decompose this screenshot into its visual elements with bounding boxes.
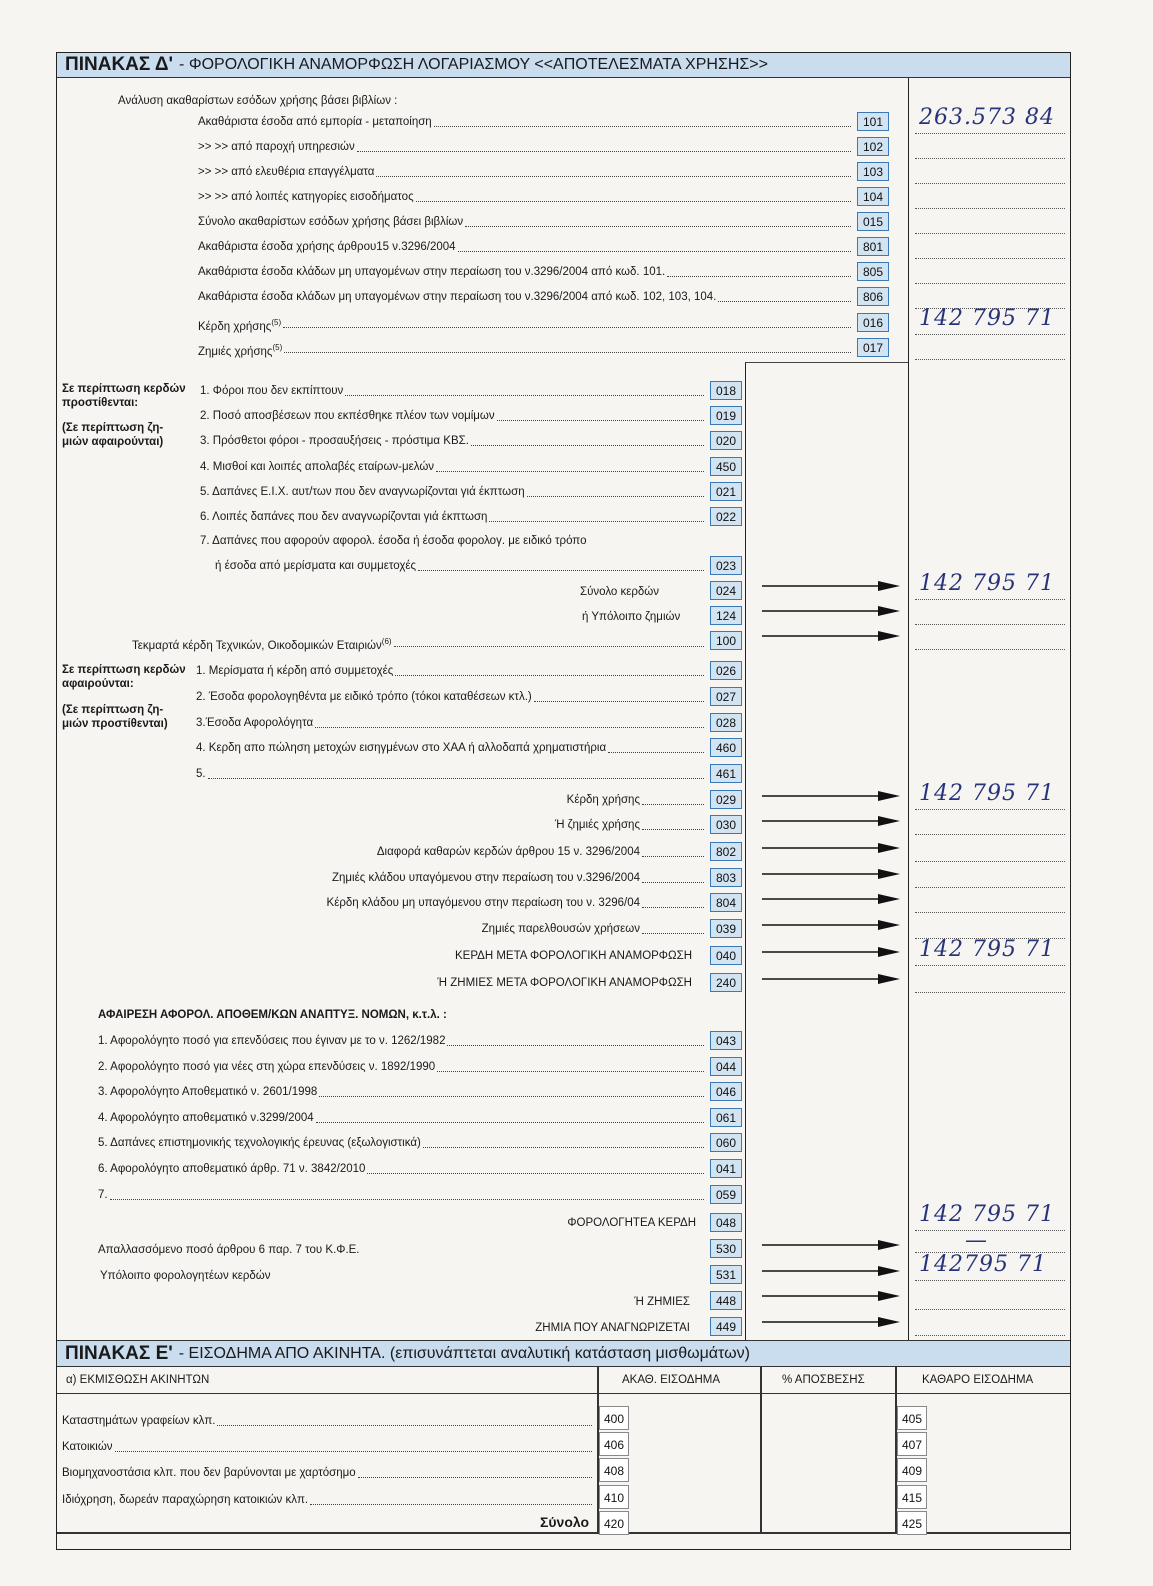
row-label: Ακαθάριστα έσοδα από εμπορία - μεταποίηση [198, 116, 432, 128]
row-label: Ακαθάριστα έσοδα κλάδων μη υπαγομένων στην περαίωση του ν.3296/2004 από κωδ. 101. [198, 266, 666, 278]
leader-dots [208, 778, 704, 779]
table-e-subtitle: - ΕΙΣΟΔΗΜΑ ΑΠΟ ΑΚΙΝΗΤΑ. (επισυνάπτεται αναλυτική κατάσταση μισθωμάτων) [178, 1344, 750, 1362]
leader-dots [115, 1451, 592, 1452]
leader-dots [416, 201, 851, 202]
arrow-right-icon [762, 630, 902, 642]
leader-dots [394, 646, 704, 647]
row-label: >> >> από ελευθέρια επαγγέλματα [198, 166, 375, 178]
row-label: 2. Αφορολόγητο ποσό για νέες στη χώρα επενδύσεις ν. 1892/1990 [98, 1061, 436, 1073]
leader-dots [434, 126, 851, 127]
row-label: Βιομηχανοστάσια κλπ. που δεν βαρύνονται με χαρτόσημο [62, 1467, 356, 1479]
row-label: ΚΕΡΔΗ ΜΕΤΑ ΦΟΡΟΛΟΓΙΚΗ ΑΝΑΜΟΡΦΩΣΗ [455, 950, 692, 962]
add-side-label: Σε περίπτωση κερδών προστίθενται: [62, 383, 186, 409]
table-e-col-gross: ΑΚΑΘ. ΕΙΣΟΔΗΜΑ [622, 1374, 721, 1386]
field-code-806[interactable]: 806 [857, 287, 889, 306]
sub-side-sub: (Σε περίπτωση ζη- μιών προστίθενται) [62, 704, 168, 730]
leader-dots [357, 151, 851, 152]
row-label: ή Υπόλοιπο ζημιών [582, 611, 681, 623]
value-underline [915, 912, 1065, 913]
value-underline [915, 1309, 1065, 1310]
value-underline [915, 965, 1065, 966]
value-underline [915, 258, 1065, 259]
value-underline [915, 834, 1065, 835]
field-code-400[interactable]: 400 [599, 1406, 629, 1430]
field-code-425[interactable]: 425 [897, 1511, 927, 1535]
sub-side-label: Σε περίπτωση κερδών αφαιρούνται: [62, 664, 186, 690]
arrow-right-icon [762, 605, 902, 617]
row-label: Ακαθάριστα έσοδα χρήσης άρθρου15 ν.3296/2004 [198, 241, 456, 253]
leader-dots [423, 1147, 704, 1148]
field-code-405[interactable]: 405 [897, 1406, 927, 1430]
field-code-406[interactable]: 406 [599, 1432, 629, 1456]
row-label: Υπόλοιπο φορολογητέων κερδών [100, 1270, 271, 1282]
field-code-021[interactable]: 021 [710, 482, 742, 501]
leader-dots [319, 1096, 704, 1097]
leader-dots [447, 1045, 704, 1046]
field-code-530[interactable]: 530 [710, 1239, 742, 1258]
table-e-col-label: α) ΕΚΜΙΣΘΩΣΗ ΑΚΙΝΗΤΩΝ [66, 1374, 210, 1386]
field-code-449[interactable]: 449 [710, 1317, 742, 1336]
field-code-408[interactable]: 408 [599, 1458, 629, 1482]
footnote-marker: (5) [271, 318, 282, 327]
leader-dots [718, 301, 851, 302]
row-label: Τεκμαρτά κέρδη Τεχνικών, Οικοδομικών Εταιριών$^{(6)}$ [132, 637, 392, 652]
row-label: Απαλλασσόμενο ποσό άρθρου 6 παρ. 7 του Κ.Φ.Ε. [98, 1244, 360, 1256]
value-underline [915, 359, 1065, 360]
row-label: 5. [196, 768, 206, 780]
row-label: ή έσοδα από μερίσματα και συμμετοχές [215, 560, 417, 572]
row-label: >> >> από λοιπές κατηγορίες εισοδήματος [198, 191, 414, 203]
footnote-marker: (6) [381, 637, 392, 646]
field-code-044[interactable]: 044 [710, 1057, 742, 1076]
value-underline [915, 208, 1065, 209]
value-underline [915, 649, 1065, 650]
row-label: 2. Ποσό αποσβέσεων που εκπέσθηκε πλέον των νομίμων [200, 410, 495, 422]
row-label: Κέρδη κλάδου μη υπαγόμενου στην περαίωση του ν. 3296/04 [326, 897, 640, 909]
handwritten-value: 142 795 71 [919, 781, 1055, 806]
field-code-022[interactable]: 022 [710, 507, 742, 526]
leader-dots [437, 1071, 704, 1072]
leader-dots [642, 856, 704, 857]
table-e-col-2 [760, 1367, 762, 1532]
arrow-right-icon [762, 815, 902, 827]
row-label: Ή ΖΗΜΙΕΣ [634, 1296, 690, 1308]
leader-dots [310, 1504, 592, 1505]
table-e-header [57, 1340, 1070, 1367]
field-code-801[interactable]: 801 [857, 237, 889, 256]
leader-dots [458, 251, 851, 252]
field-code-124[interactable]: 124 [710, 606, 742, 625]
field-code-103[interactable]: 103 [857, 162, 889, 181]
value-underline [915, 861, 1065, 862]
value-underline [915, 158, 1065, 159]
field-code-027[interactable]: 027 [710, 687, 742, 706]
field-code-020[interactable]: 020 [710, 431, 742, 450]
field-code-048[interactable]: 048 [710, 1213, 742, 1232]
deduct-header: ΑΦΑΙΡΕΣΗ ΑΦΟΡΟΛ. ΑΠΟΘΕΜ/ΚΩΝ ΑΝΑΠΤΥΞ. ΝΟΜΩΝ, κ.τ.λ. : [98, 1009, 447, 1021]
row-label: 1. Φόροι που δεν εκπίπτουν [200, 385, 344, 397]
field-code-104[interactable]: 104 [857, 187, 889, 206]
add-side-sub: (Σε περίπτωση ζη- μιών αφαιρούνται) [62, 422, 164, 448]
handwritten-dash: — [965, 1228, 988, 1253]
row-label: Σύνολο κερδών [580, 586, 660, 598]
field-code-060[interactable]: 060 [710, 1133, 742, 1152]
field-code-407[interactable]: 407 [897, 1432, 927, 1456]
row-label: 6. Αφορολόγητο αποθεματικό άρθρ. 71 ν. 3842/2010 [98, 1163, 366, 1175]
leader-dots [642, 829, 704, 830]
field-code-039[interactable]: 039 [710, 919, 742, 938]
row-label: 5. Δαπάνες επιστημονικής τεχνολογικής έρευνας (εξωλογιστικά) [98, 1137, 421, 1149]
value-underline [915, 809, 1065, 810]
field-code-030[interactable]: 030 [710, 815, 742, 834]
leader-dots [642, 907, 704, 908]
table-d-title: ΠΙΝΑΚΑΣ Δ' [65, 54, 174, 75]
value-underline [915, 334, 1065, 335]
field-code-102[interactable]: 102 [857, 137, 889, 156]
field-code-040[interactable]: 040 [710, 946, 742, 965]
leader-dots [395, 675, 704, 676]
field-code-015[interactable]: 015 [857, 212, 889, 231]
row-label: 1. Αφορολόγητο ποσό για επενδύσεις που έγιναν με το ν. 1262/1982 [98, 1035, 446, 1047]
row-label: Κατοικιών [62, 1441, 113, 1453]
field-code-460[interactable]: 460 [710, 738, 742, 757]
row-label: Ζημιές παρελθουσών χρήσεων [481, 923, 640, 935]
field-code-240[interactable]: 240 [710, 973, 742, 992]
handwritten-value: 142 795 71 [919, 1202, 1055, 1227]
value-underline [915, 887, 1065, 888]
arrow-right-icon [762, 1265, 902, 1277]
leader-dots [667, 276, 851, 277]
analysis-header: Ανάλυση ακαθαρίστων εσόδων χρήσης βάσει βιβλίων : [118, 95, 398, 107]
field-code-420[interactable]: 420 [599, 1511, 629, 1535]
arrow-right-icon [762, 919, 902, 931]
arrow-right-icon [762, 790, 902, 802]
value-underline [915, 183, 1065, 184]
field-code-803[interactable]: 803 [710, 868, 742, 887]
leader-dots [642, 933, 704, 934]
field-code-415[interactable]: 415 [897, 1485, 927, 1509]
field-code-448[interactable]: 448 [710, 1291, 742, 1310]
leader-dots [642, 804, 704, 805]
handwritten-value: 142 795 71 [919, 937, 1055, 962]
row-label: 4. Μισθοί και λοιπές απολαβές εταίρων-μελών [200, 461, 435, 473]
row-label: 3. Αφορολόγητο Αποθεματικό ν. 2601/1998 [98, 1086, 318, 1098]
field-code-461[interactable]: 461 [710, 764, 742, 783]
footnote-marker: (5) [272, 343, 283, 352]
row-label: Ζημιές χρήσης$^{(5)}$ [198, 343, 283, 358]
value-underline [915, 624, 1065, 625]
value-underline [915, 1335, 1065, 1336]
leader-dots [527, 496, 704, 497]
field-code-016[interactable]: 016 [857, 313, 889, 332]
table-d-header [57, 53, 1070, 78]
value-underline [915, 233, 1065, 234]
arrow-right-icon [762, 946, 902, 958]
row-label: 6. Λοιπές δαπάνες που δεν αναγνωρίζονται γιά έκπτωση [200, 511, 488, 523]
row-label: Διαφορά καθαρών κερδών άρθρου 15 ν. 3296/2004 [376, 846, 640, 858]
table-e-total-label: Σύνολο [540, 1514, 590, 1530]
value-underline [915, 1230, 1065, 1231]
field-code-028[interactable]: 028 [710, 713, 742, 732]
field-code-409[interactable]: 409 [897, 1458, 927, 1482]
row-label: 2. Έσοδα φορολογηθέντα με ειδικό τρόπο (τόκοι καταθέσεων κτλ.) [196, 691, 532, 703]
middle-column-top [745, 362, 908, 363]
row-label: 3. Πρόσθετοι φόροι - προσαυξήσεις - πρόστιμα ΚΒΣ. [200, 435, 469, 447]
field-code-029[interactable]: 029 [710, 790, 742, 809]
field-code-041[interactable]: 041 [710, 1159, 742, 1178]
field-code-061[interactable]: 061 [710, 1108, 742, 1127]
arrow-right-icon [762, 1239, 902, 1251]
row-label: Καταστημάτων γραφείων κλπ. [62, 1415, 216, 1427]
table-d-subtitle: - ΦΟΡΟΛΟΓΙΚΗ ΑΝΑΜΟΡΦΩΣΗ ΛΟΓΑΡΙΑΣΜΟΥ <<ΑΠΟΤΕΛΕΣΜΑΤΑ ΧΡΗΣΗΣ>> [179, 56, 768, 73]
table-e-col-pct: % ΑΠΟΣΒΕΣΗΣ [782, 1374, 865, 1386]
value-underline [915, 1280, 1065, 1281]
row-label: >> >> από παροχή υπηρεσιών [198, 141, 355, 153]
leader-dots [217, 1425, 592, 1426]
field-code-018[interactable]: 018 [710, 381, 742, 400]
leader-dots [418, 570, 704, 571]
field-code-023[interactable]: 023 [710, 556, 742, 575]
table-e-row-divider [57, 1393, 1070, 1394]
row-label: 1. Μερίσματα ή κέρδη από συμμετοχές [196, 665, 394, 677]
row-label: Κέρδη χρήσης$^{(5)}$ [198, 318, 282, 333]
table-e-title: ΠΙΝΑΚΑΣ Ε' [65, 1342, 173, 1364]
field-code-100[interactable]: 100 [710, 631, 742, 650]
arrow-right-icon [762, 868, 902, 880]
handwritten-value: 142 795 71 [919, 306, 1055, 331]
row-label: ΦΟΡΟΛΟΓΗΤΕΑ ΚΕΡΔΗ [567, 1217, 696, 1229]
leader-dots [367, 1173, 704, 1174]
field-code-450[interactable]: 450 [710, 457, 742, 476]
field-code-805[interactable]: 805 [857, 262, 889, 281]
leader-dots [534, 701, 704, 702]
field-code-026[interactable]: 026 [710, 661, 742, 680]
leader-dots [376, 176, 851, 177]
field-code-043[interactable]: 043 [710, 1031, 742, 1050]
row-label: Ακαθάριστα έσοδα κλάδων μη υπαγομένων στην περαίωση του ν.3296/2004 από κωδ. 102, 103, 104. [198, 291, 717, 303]
field-code-410[interactable]: 410 [599, 1485, 629, 1509]
field-code-101[interactable]: 101 [857, 112, 889, 131]
field-code-017[interactable]: 017 [857, 338, 889, 357]
leader-dots [316, 1122, 704, 1123]
row-label: Σύνολο ακαθαρίστων εσόδων χρήσης βάσει βιβλίων [198, 216, 464, 228]
row-label: 4. Κερδη απο πώληση μετοχών εισηγμένων στο ΧΑΑ ή αλλοδαπά χρηματιστήρια [196, 742, 607, 754]
leader-dots [465, 226, 851, 227]
row-label: 7. [98, 1189, 108, 1201]
table-e-col-net: ΚΑΘΑΡΟ ΕΙΣΟΔΗΜΑ [922, 1374, 1034, 1386]
row-label: Ζημιές κλάδου υπαγόμενου στην περαίωση του ν.3296/2004 [332, 872, 640, 884]
row-label: 5. Δαπάνες Ε.Ι.Χ. αυτ/των που δεν αναγνωρίζονται γιά έκπτωση [200, 486, 525, 498]
field-code-019[interactable]: 019 [710, 406, 742, 425]
middle-column-border [745, 362, 746, 1340]
leader-dots [315, 727, 704, 728]
leader-dots [345, 395, 704, 396]
leader-dots [608, 752, 704, 753]
arrow-right-icon [762, 1290, 902, 1302]
leader-dots [436, 471, 704, 472]
row-label: Ή ΖΗΜΙΕΣ ΜΕΤΑ ΦΟΡΟΛΟΓΙΚΗ ΑΝΑΜΟΡΦΩΣΗ [437, 977, 692, 989]
leader-dots [642, 882, 704, 883]
leader-dots [284, 352, 851, 353]
value-underline [915, 283, 1065, 284]
row-label: 4. Αφορολόγητο αποθεματικό ν.3299/2004 [98, 1112, 314, 1124]
arrow-right-icon [762, 580, 902, 592]
leader-dots [497, 420, 704, 421]
leader-dots [471, 445, 704, 446]
row-label: 3.Έσοδα Αφορολόγητα [196, 717, 314, 729]
field-code-046[interactable]: 046 [710, 1082, 742, 1101]
leader-dots [110, 1199, 704, 1200]
field-code-802[interactable]: 802 [710, 842, 742, 861]
leader-dots [489, 521, 704, 522]
value-column-border [908, 78, 909, 1340]
handwritten-value: 142 795 71 [919, 571, 1055, 596]
row-label: ΖΗΜΙΑ ΠΟΥ ΑΝΑΓΝΩΡΙΖΕΤΑΙ [535, 1322, 690, 1334]
value-underline [915, 133, 1065, 134]
field-code-059[interactable]: 059 [710, 1185, 742, 1204]
field-code-804[interactable]: 804 [710, 893, 742, 912]
value-underline [915, 599, 1065, 600]
row-label: Ιδιόχρηση, δωρεάν παραχώρηση κατοικιών κλπ. [62, 1494, 309, 1506]
row-label: Κέρδη χρήσης [566, 794, 640, 806]
arrow-right-icon [762, 842, 902, 854]
handwritten-value: 263.573 84 [919, 105, 1055, 130]
leader-dots [358, 1477, 592, 1478]
field-code-024[interactable]: 024 [710, 581, 742, 600]
row-label: 7. Δαπάνες που αφορούν αφορολ. έσοδα ή έσοδα φορολογ. με ειδικό τρόπο [200, 535, 587, 547]
arrow-right-icon [762, 1316, 902, 1328]
value-underline [915, 992, 1065, 993]
arrow-right-icon [762, 973, 902, 985]
leader-dots [283, 327, 851, 328]
row-label: Ή ζημιές χρήσης [554, 819, 640, 831]
handwritten-value: 142795 71 [919, 1252, 1047, 1277]
arrow-right-icon [762, 893, 902, 905]
field-code-531[interactable]: 531 [710, 1265, 742, 1284]
